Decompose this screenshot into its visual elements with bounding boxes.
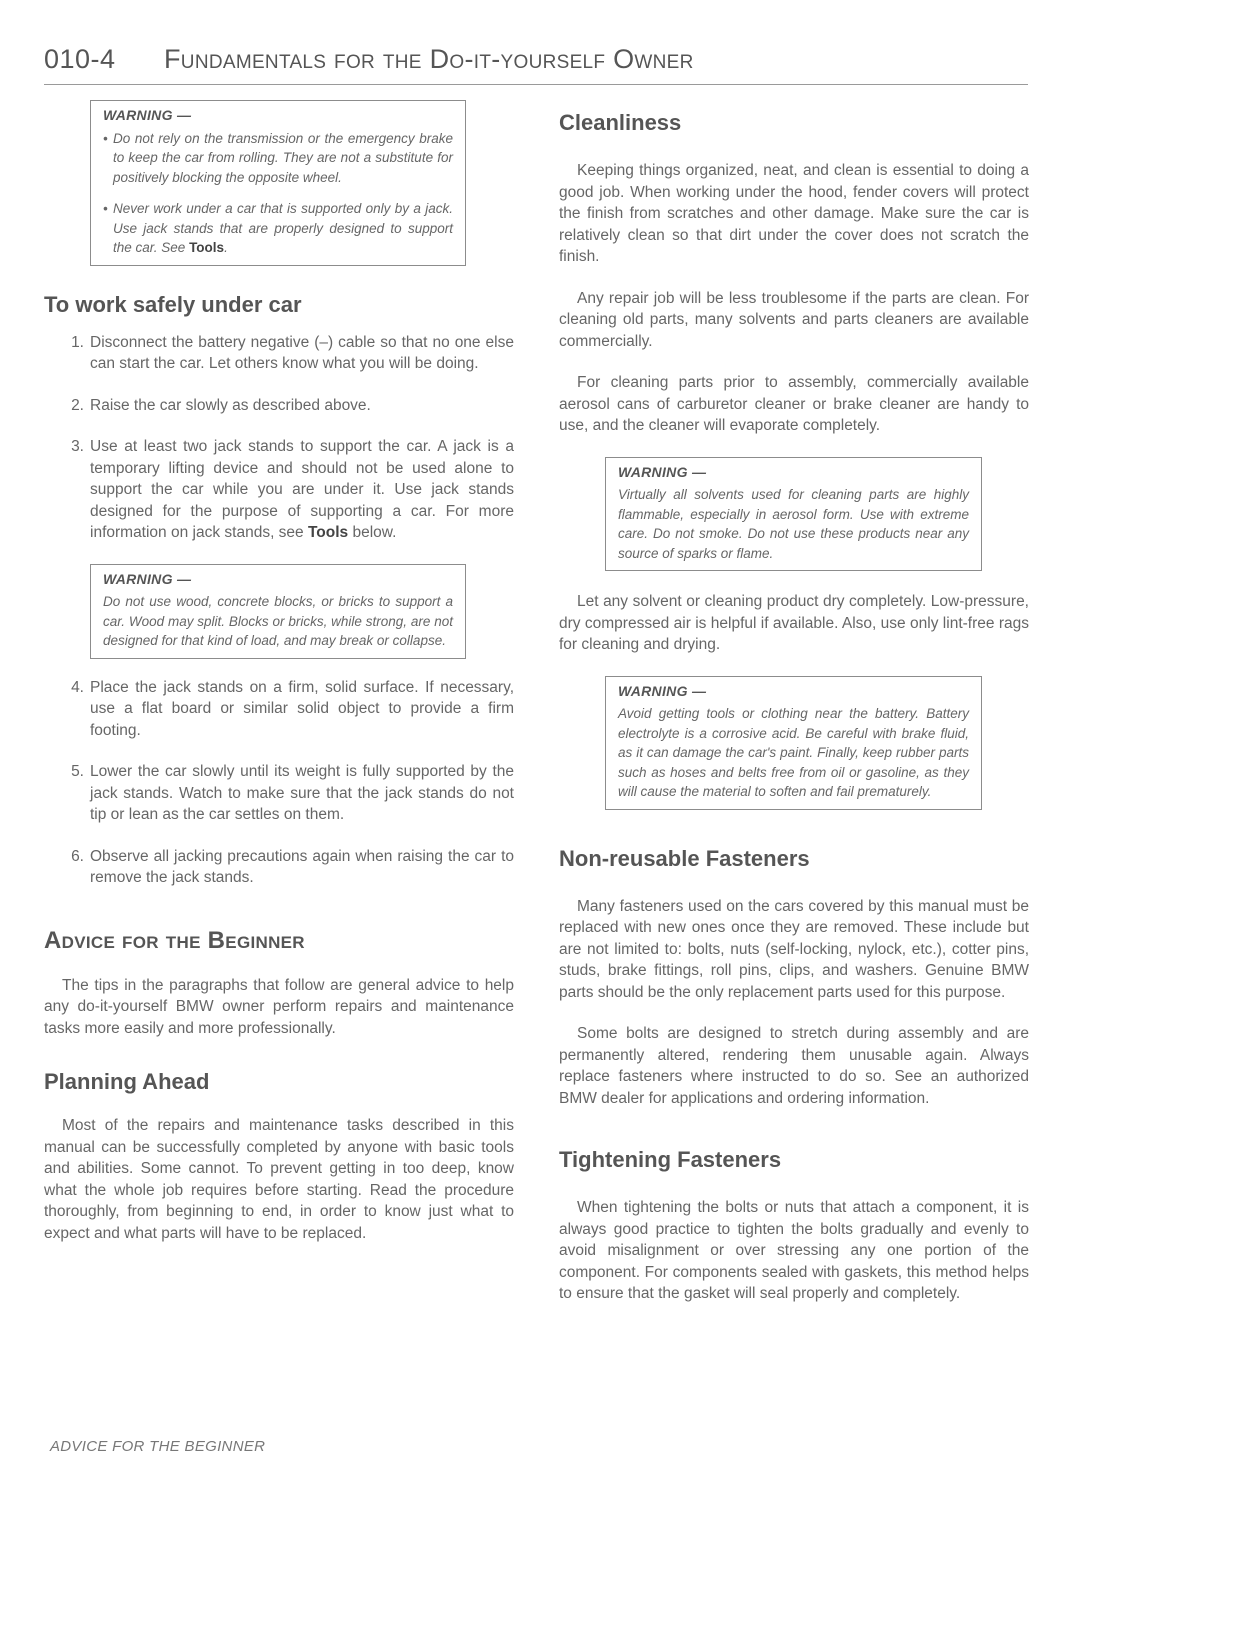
tools-reference: Tools (307, 524, 349, 541)
page-title: Fundamentals for the Do-it-yourself Owner (164, 44, 694, 74)
page-number: 010-4 (44, 44, 116, 74)
cleanliness-paragraph: Keeping things organized, neat, and clean is essential to doing a good job. When working under the hood, fender covers will protect the finish from scratches and other damage. Make sure the car is relatively clean so that dirt under the cover does not scratch the finish. (559, 162, 1029, 265)
warning-label: WARNING — (618, 463, 707, 480)
warning-label: WARNING — (103, 107, 192, 123)
safety-steps-list-cont (44, 677, 514, 889)
warning-bullet-text: Never work under a car that is supported only by a jack. Use jack stands that are properly designed to support the car. See Tools. (113, 201, 453, 255)
warning-box-jack (90, 100, 466, 266)
nonreusable-paragraph: Some bolts are designed to stretch during assembly and are permanently altered, rendering them unusable again. Always replace fasteners where instructed to do so. See an authorized BMW dealer for applications and ordering information. (559, 1025, 1029, 1107)
cleanliness-paragraph: Let any solvent or cleaning product dry completely. Low-pressure, dry compressed air is helpful if available. Also, use only lint-free rags for cleaning and drying. (559, 593, 1029, 653)
page-footer: ADVICE FOR THE BEGINNER (50, 1438, 266, 1455)
warning-box-solvents (605, 457, 982, 572)
right-column (559, 100, 1029, 1305)
section-title-nonreusable: Non-reusable Fasteners (559, 845, 810, 871)
section-title-work-safely: To work safely under car (44, 291, 302, 317)
warning-label: WARNING — (618, 682, 707, 699)
warning-text: Virtually all solvents used for cleaning parts are highly flammable, especially in aerosol form. Use with extreme care. Do not smoke. Do not use these products near any source of sparks or flame. (618, 487, 969, 561)
tightening-paragraph: When tightening the bolts or nuts that attach a component, it is always good practice to tighten the bolts gradually and evenly to avoid misalignment or over stressing any one portion of the component. For components sealed with gaskets, this method helps to ensure that the gasket will seal properly and completely. (559, 1199, 1029, 1302)
planning-paragraph: Most of the repairs and maintenance tasks described in this manual can be successfully completed by anyone with basic tools and abilities. Some cannot. To prevent getting in too deep, know what the whole job requires before starting. Read the procedure thoroughly, from beginning to end, in order to know just what to expect and what parts will have to be replaced. (44, 1117, 514, 1242)
warning-box-wood (90, 564, 466, 659)
cleanliness-paragraph: Any repair job will be less troublesome if the parts are clean. For cleaning old parts, many solvents and parts cleaners are available commercially. (559, 289, 1029, 350)
list-item: 3. Use at least two jack stands to support the car. A jack is a temporary lifting device and should not be used alone to support the car while you are under it. Use jack stands designed for the purpose of supporting a car. For more information on jack stands, see Tools below. (71, 438, 514, 541)
warning-bullet-text: Do not rely on the transmission or the emergency brake to keep the car from rolling. They are not a substitute for positively blocking the opposite wheel. (113, 130, 453, 185)
nonreusable-paragraph: Many fasteners used on the cars covered by this manual must be replaced with new ones once they are removed. These include but are not limited to: bolts, nuts (self-locking, nylock, etc.), cotter pins, studs, brake fittings, roll pins, clips, and washers. Genuine BMW parts should be the only replacement parts used for this purpose. (559, 897, 1029, 1001)
list-item: 1. Disconnect the battery negative (–) cable so that no one else can start the car. Let others know what you will be doing. (71, 333, 514, 372)
warning-box-battery (605, 676, 982, 810)
warning-bullet: • Never work under a car that is supported only by a jack. Use jack stands that are properly designed to support the car. See Tools. (103, 199, 453, 258)
warning-bullet: • Do not rely on the transmission or the emergency brake to keep the car from rolling. They are not a substitute for positively blocking the opposite wheel. (103, 129, 453, 188)
section-title-tightening: Tightening Fasteners (559, 1147, 782, 1172)
page-header (44, 44, 1028, 85)
list-item: 6. Observe all jacking precautions again when raising the car to remove the jack stands. (71, 847, 514, 886)
list-item: 4. Place the jack stands on a firm, solid surface. If necessary, use a flat board or similar solid object to provide a firm footing. (71, 678, 514, 739)
section-title-cleanliness: Cleanliness (559, 110, 682, 135)
tools-reference: Tools (189, 240, 225, 255)
list-item: 5. Lower the car slowly until its weight is fully supported by the jack stands. Watch to make sure that the jack stands do not tip or lean as the car settles on them. (71, 763, 514, 823)
section-title-advice: Advice for the Beginner (44, 926, 305, 954)
safety-steps-list (44, 332, 514, 544)
section-title-planning: Planning Ahead (44, 1069, 210, 1094)
cleanliness-paragraph: For cleaning parts prior to assembly, commercially available aerosol cans of carburetor cleaner or brake cleaner are handy to use, and the cleaner will evaporate completely. (559, 374, 1029, 434)
warning-label: WARNING — (103, 570, 192, 587)
advice-paragraph: The tips in the paragraphs that follow are general advice to help any do-it-yourself BMW owner perform repairs and maintenance tasks more easily and more professionally. (44, 976, 514, 1037)
left-column (44, 100, 514, 1244)
warning-text: Do not use wood, concrete blocks, or bricks to support a car. Wood may split. Blocks or bricks, while strong, are not designed for that kind of load, and may break or collapse. (103, 594, 453, 648)
warning-text: Avoid getting tools or clothing near the battery. Battery electrolyte is a corrosive acid. Be careful with brake fluid, as it can damage the car's paint. Finally, keep rubber parts such as hoses and belts free from oil or gasoline, as they will cause the material to soften and fail prematurely. (618, 706, 969, 799)
list-item: 2. Raise the car slowly as described above. (71, 396, 371, 414)
